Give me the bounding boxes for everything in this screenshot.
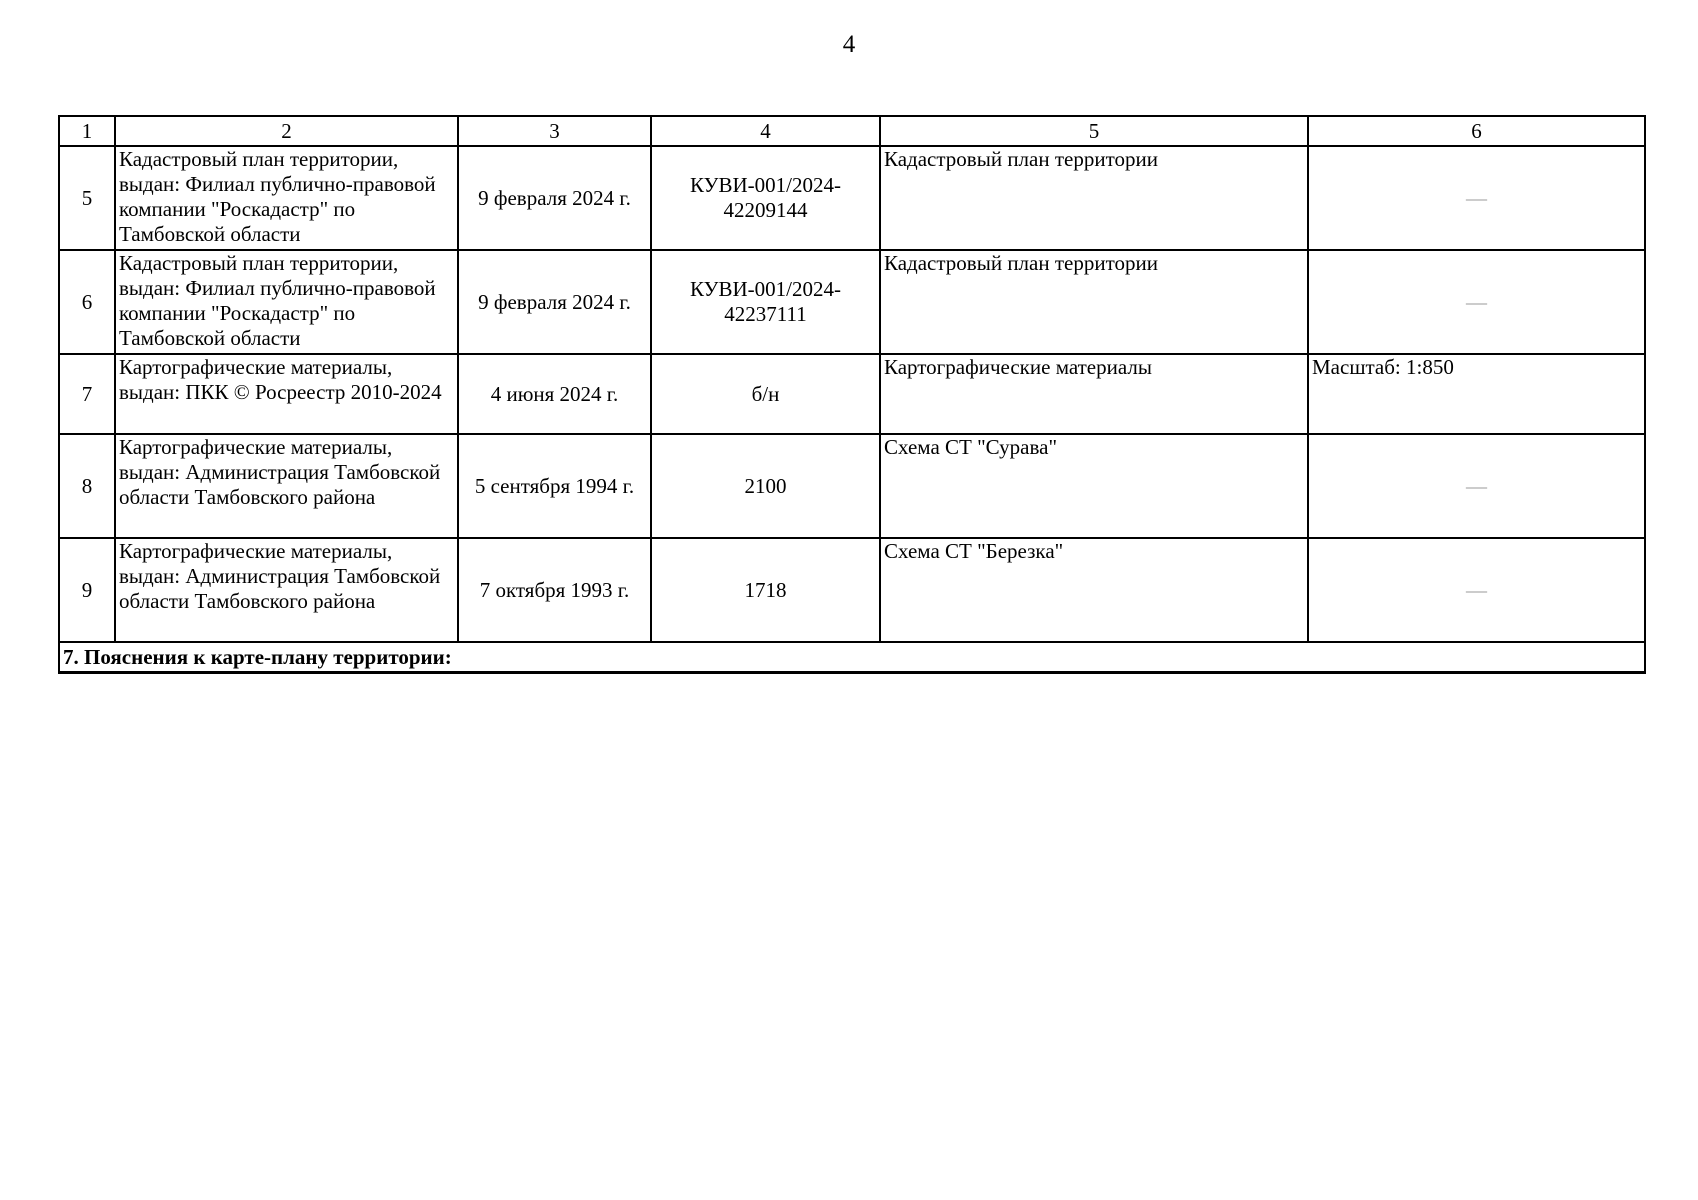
row-number: 6 (59, 250, 115, 354)
column-header: 5 (880, 116, 1308, 146)
table-row (59, 354, 1645, 434)
document-note: — (1308, 146, 1645, 250)
table-row (59, 146, 1645, 250)
document-number: КУВИ-001/2024-42237111 (651, 250, 880, 354)
document-date: 4 июня 2024 г. (458, 354, 651, 434)
row-number: 7 (59, 354, 115, 434)
document-note: Масштаб: 1:850 (1308, 354, 1645, 434)
documents-table (58, 115, 1646, 674)
document-name: Схема СТ "Сурава" (880, 434, 1308, 538)
document-note: — (1308, 434, 1645, 538)
document-name: Картографические материалы (880, 354, 1308, 434)
section-heading: 7. Пояснения к карте-плану территории: (59, 642, 1645, 673)
column-header: 6 (1308, 116, 1645, 146)
document-note: — (1308, 538, 1645, 642)
document-number: КУВИ-001/2024-42209144 (651, 146, 880, 250)
document-description: Картографические материалы, выдан: ПКК © Росреестр 2010-2024 (115, 354, 458, 434)
document-name: Кадастровый план территории (880, 146, 1308, 250)
document-date: 9 февраля 2024 г. (458, 146, 651, 250)
document-name: Кадастровый план территории (880, 250, 1308, 354)
document-description: Картографические материалы, выдан: Администрация Тамбовской области Тамбовского района (115, 538, 458, 642)
document-description: Картографические материалы, выдан: Администрация Тамбовской области Тамбовского района (115, 434, 458, 538)
document-number: 1718 (651, 538, 880, 642)
column-header: 1 (59, 116, 115, 146)
row-number: 8 (59, 434, 115, 538)
document-description: Кадастровый план территории, выдан: Филиал публично-правовой компании "Роскадастр" по Тамбовской области (115, 250, 458, 354)
row-number: 9 (59, 538, 115, 642)
document-date: 5 сентября 1994 г. (458, 434, 651, 538)
table-row (59, 250, 1645, 354)
document-number: б/н (651, 354, 880, 434)
table-row (59, 538, 1645, 642)
column-header: 2 (115, 116, 458, 146)
document-note: — (1308, 250, 1645, 354)
document-description: Кадастровый план территории, выдан: Филиал публично-правовой компании "Роскадастр" по Тамбовской области (115, 146, 458, 250)
document-date: 9 февраля 2024 г. (458, 250, 651, 354)
column-header: 3 (458, 116, 651, 146)
column-header: 4 (651, 116, 880, 146)
document-name: Схема СТ "Березка" (880, 538, 1308, 642)
document-date: 7 октября 1993 г. (458, 538, 651, 642)
section-heading-row (59, 642, 1645, 673)
table-row (59, 434, 1645, 538)
row-number: 5 (59, 146, 115, 250)
table-header-row (59, 116, 1645, 146)
page-number: 4 (842, 31, 856, 58)
document-number: 2100 (651, 434, 880, 538)
